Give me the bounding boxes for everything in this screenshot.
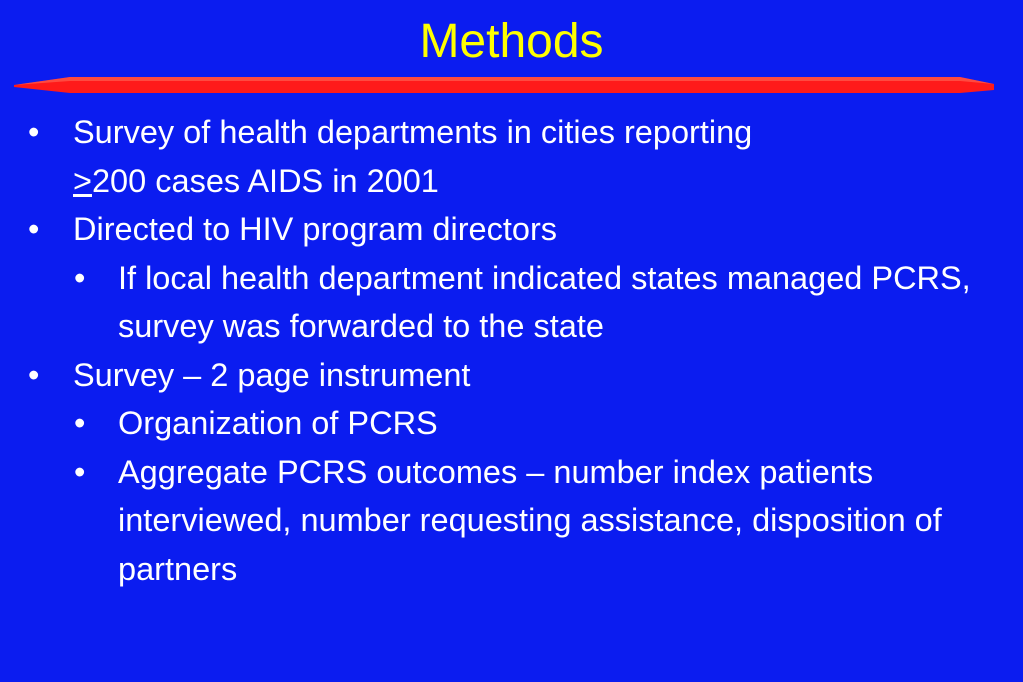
bullet-dot: • xyxy=(28,114,40,150)
list-subitem xyxy=(0,399,1023,448)
bullet-dot: • xyxy=(74,453,86,490)
list-item xyxy=(0,205,1023,254)
bullet-dot: • xyxy=(28,356,40,393)
bullet-dot: • xyxy=(74,259,86,296)
bullet-list xyxy=(0,108,1023,593)
bullet-dot: • xyxy=(74,405,86,441)
item-text: Aggregate PCRS outcomes – number index patients interviewed, number requesting assistance, disposition of partners xyxy=(118,453,942,587)
list-subitem xyxy=(0,448,1023,594)
list-item xyxy=(0,351,1023,400)
title-divider-rule xyxy=(0,75,1023,95)
list-item xyxy=(0,108,1023,205)
greater-equal-symbol: > xyxy=(73,162,92,199)
item-text: Directed to HIV program directors xyxy=(73,211,558,247)
item-text: Organization of PCRS xyxy=(118,405,438,441)
item-text: Survey – 2 page instrument xyxy=(73,356,471,393)
bullet-dot: • xyxy=(28,211,40,247)
item-text: Survey of health departments in cities reporting xyxy=(73,114,753,150)
item-text: If local health department indicated states managed PCRS, survey was forwarded to the state xyxy=(118,259,971,344)
item-text-continued: 200 cases AIDS in 2001 xyxy=(91,162,439,199)
list-subitem xyxy=(0,254,1023,351)
slide-title: Methods xyxy=(419,15,604,68)
